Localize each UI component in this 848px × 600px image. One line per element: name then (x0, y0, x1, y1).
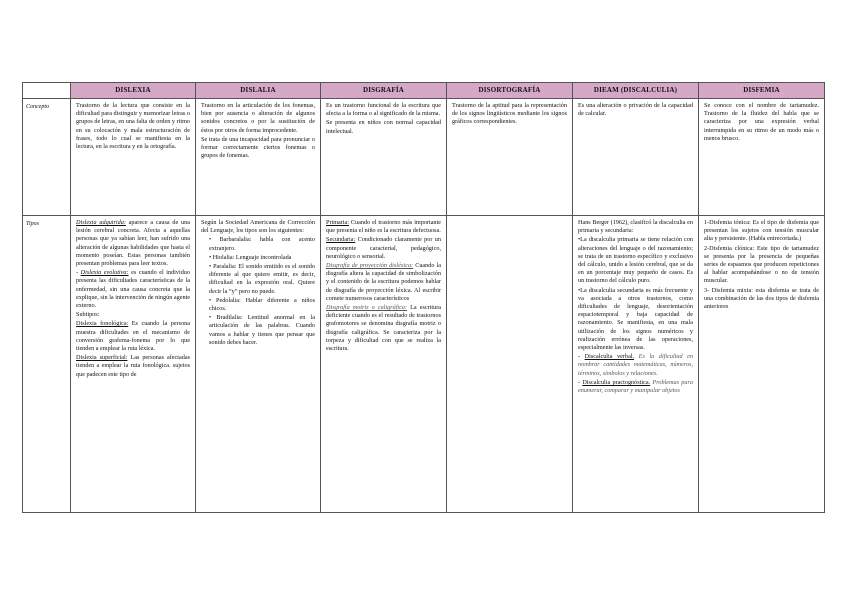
concepto-dislexia-text: Trastorno de la lectura que consiste en la dificultad para distinguir y memorizar letras o grupos de letras, en una falta de orden y ritmo en su colocación y mala estructuración de frases, todo lo cual se manifiesta en la lectura, en la escritura y en la ortografía. (76, 102, 190, 151)
dislexia-subtipos: Subtipos: (76, 311, 100, 319)
dieam-verbal-name: Discalculia verbal. (584, 353, 635, 361)
tipos-disgrafia (321, 216, 447, 513)
dislexia-evolutiva: - Dislexia evolutiva: es cuando el individuo presenta las dificultades características de la enfermedad, sin una causa concreta que la explique, sin la intervención de ningún agente externo. (76, 269, 190, 310)
dislalia-item-name: Barbaralalia: (219, 236, 252, 244)
tipos-dieam (573, 216, 699, 513)
concepto-dieam-text: Es una alteración o privación de la capacidad de calcular. (578, 102, 693, 118)
dislalia-item-text: El sonido emitido es el sonido diferente al que quiere emitir, es decir, dificultad en la expresión oral. Quiere decir la “y” pero no puede. (209, 263, 315, 295)
dislalia-item-text: Lentitud anormal en la articulación de las palabras. Cuando vamos a hablar y tienes que pensar que sonido debes hacer. (209, 314, 315, 346)
tipos-dislexia (71, 216, 196, 513)
concepto-disgrafia (321, 99, 447, 216)
header-disfemia: DISFEMIA (699, 83, 825, 99)
disgrafia-primaria-name: Primaria: (326, 219, 350, 226)
learning-disorders-table (22, 82, 825, 513)
concepto-dislalia-text-1: Trastorno en la articulación de los fonemas, bien por ausencia o alteración de algunos sonidos concretos o por la sustitución de éstos por otros de forma improcedente. (201, 102, 315, 134)
disgrafia-secundaria-text: Condicionado claramente por un componente caracterial, pedagógico, neurológico o sensorial. (326, 236, 441, 260)
header-row (23, 83, 825, 99)
tipos-disortografia (447, 216, 573, 513)
dislalia-item: • Hiolalia: Lenguaje incontrolada (209, 253, 292, 261)
dislexia-evolutiva-name: Dislexia evolutiva: (80, 269, 129, 277)
dislalia-item-text: habla con acento extranjero. (209, 236, 315, 252)
dislalia-item-name: Hiolalia: (212, 253, 235, 261)
tipos-row (23, 216, 825, 513)
dislexia-fonologica-name: Dislexia fonológica: (76, 320, 129, 328)
header-corner (23, 83, 71, 99)
dieam-verbal-text: Es la dificultad en nombrar cantidades matemáticas, números, términos, símbolos y relaciones. (578, 353, 694, 377)
dislalia-item: • Pedolalia: Hablar diferente a niños chicos. (209, 296, 315, 313)
dieam-verbal: - Discalculia verbal. Es la dificultad en nombrar cantidades matemáticas, números, términos, símbolos y relaciones. (578, 353, 694, 377)
dislexia-adquirida-name: Dislexia adquirida: (76, 219, 126, 226)
dislalia-item: • Barbaralalia: habla con acento extranjero. (209, 236, 315, 252)
dieam-practo: - Discalculia practognóstica. Problemas para enumerar, comparar y manipular objetos (578, 378, 693, 395)
dieam-secundaria: •La discalculia secundaria es más frecuente y va asociada a otros trastornos, como dificultades de lenguaje, desorientación espaciotemporal y baja capacidad de razonamiento. Se manifiesta, en una mala utilización de los signos numéricos y realización errónea de las operaciones, especialmente las inversas. (578, 286, 693, 352)
header-dislexia: DISLEXIA (71, 83, 196, 99)
dieam-practo-text: Problemas para enumerar, comparar y manipular objetos (578, 378, 693, 395)
dislexia-superficial (76, 354, 190, 379)
dislalia-intro: Según la Sociedad Americana de Corrección del Lenguaje, los tipos son los siguientes: (201, 219, 315, 235)
concepto-dislalia-text-2: Se trata de una incapacidad para pronunciar o formar correctamente ciertos fonemas o grupos de fonemas. (201, 135, 315, 160)
disgrafia-secundaria-name: Secundaria: (326, 236, 356, 244)
concepto-disgrafia-text-2: Se presenta en niños con normal capacidad intelectual. (326, 119, 441, 135)
dislalia-item-text: Hablar diferente a niños chicos. (209, 296, 315, 313)
dislalia-item: • Bradilalia: Lentitud anormal en la articulación de las palabras. Cuando vamos a hablar y tienes que pensar que sonido debes hacer. (209, 314, 315, 346)
concepto-disgrafia-text-1: Es un trastorno funcional de la escritura que afecta a la forma o al significado de la misma. (326, 102, 441, 118)
disfemia-item-clonica: 2-Disfemia clónica: Este tipo de tartamudez se presenta por la presencia de pequeñas series de espasmos que producen repeticiones al hablar acompañándose o no de tensión muscular. (704, 244, 819, 285)
disgrafia-secundaria (326, 236, 441, 261)
concepto-disortografia-text: Trastorno de la aptitud para la representación de los signos lingüísticos mediante los signos gráficos correspondientes. (452, 102, 567, 126)
disgrafia-proyeccion-text: Cuando la disgrafía altera la capacidad de simbolización y el contenido de la escritura podemos hablar de disgrafía de proyección léxica. Al escribir comete numerosos característicos (326, 262, 442, 302)
header-dislalia: DISLALIA (196, 83, 321, 99)
disgrafia-proyeccion-name: Disgrafía de proyección disléxica: (326, 262, 414, 270)
disfemia-item-tonica: 1-Disfemia tónica: Es el tipo de disfemia que presentan los sujetos con tensión muscular alta y persistente. (Habla entrecortada.) (704, 219, 819, 243)
concepto-row (23, 99, 825, 216)
dieam-practo-name: Discalculia practognóstica. (582, 378, 651, 386)
disgrafia-motriz-name: Disgrafía motriz o caligráfica: (326, 304, 408, 312)
dieam-primaria: •La discalculia primaria se tiene relación con alteraciones del lenguaje o del razonamiento; se trata de un trastorno específico y exclusivo del cálculo, unido a lesión cerebral, que se da en un porcentaje muy pequeño de casos. Es un trastorno del cálculo puro. (578, 236, 693, 285)
dislexia-fonologica (76, 320, 190, 353)
disgrafia-motriz-text: La escritura deficiente cuando es el resultado de trastornos grafomotores se denomina disgrafía motriz o disgrafía caligráfica. Se caracteriza por la torpeza y dificultad con que se realiza la escritura. (326, 304, 441, 353)
dislalia-item: • Paralalia: El sonido emitido es el sonido diferente al que quiere emitir, es decir, dificultad en la expresión oral. Quiere decir la “y” pero no puede. (209, 263, 315, 295)
dislexia-fonologica-text: Es cuando la persona muestra dificultades en el mecanismo de conversión grafema-fonema por lo que tienden a emplear la ruta léxica. (76, 320, 190, 353)
concepto-dislexia (71, 99, 196, 216)
concepto-disfemia (699, 99, 825, 216)
tipos-disfemia (699, 216, 825, 513)
dislalia-item-name: Paralalia: (213, 263, 237, 271)
concepto-disfemia-text: Se conoce con el nombre de tartamudez. Trastorno de la fluidez del habla que se caracteriza por una expresión verbal interrumpida en su ritmo de un modo más o menos brusco. (704, 102, 819, 142)
row-label-tipos: Tipos (23, 216, 71, 513)
concepto-dieam (573, 99, 699, 216)
dislexia-adquirida (76, 219, 190, 268)
disgrafia-primaria (326, 219, 441, 235)
dislalia-item-name: Pedolalia: (216, 296, 241, 304)
disgrafia-proyeccion (326, 262, 441, 303)
dislexia-adquirida-text: aparece a causa de una lesión cerebral concreta. Afecta a aquellas personas que ya sabían leer, han sufrido una alteración de algunas habilidades que hasta el momento poseían. Estas personas también presentan problemas para leer textos. (76, 219, 190, 268)
dislexia-superficial-name: Dislexia superficial: (76, 354, 128, 362)
header-dieam: DIEAM (DISCALCULIA) (573, 83, 699, 99)
comparison-sheet (22, 82, 824, 528)
disgrafia-motriz (326, 304, 441, 353)
concepto-disortografia (447, 99, 573, 216)
dieam-intro: Hans Berger (1962), clasificó la discalculia en primaria y secundaria: (578, 219, 693, 235)
disfemia-item-mixta: 3- Disfemia mixta: esta disfemia se trata de una combinación de las dos tipos de disfemia anteriores (704, 286, 819, 311)
header-disgrafia: DISGRAFÍA (321, 83, 447, 99)
header-disortografia: DISORTOGRAFÍA (447, 83, 573, 99)
dislalia-item-text: Lenguaje incontrolada (234, 253, 292, 261)
dislexia-evolutiva-text: es cuando el individuo presenta las dificultades características de la enfermedad, sin una causa concreta que la explique, sin la intervención de ningún agente externo. (76, 269, 190, 310)
concepto-dislalia (196, 99, 321, 216)
disgrafia-primaria-text: Cuando el trastorno más importante que presenta el niño es la escritura defectuosa. (326, 219, 441, 235)
dislalia-item-name: Bradilalia: (216, 314, 243, 322)
dislexia-superficial-text: Las personas afectadas tienden a emplear la ruta fonológica. sujetos que padecen este tipo de (76, 354, 190, 378)
row-label-concepto: Concepto (23, 99, 71, 216)
tipos-dislalia (196, 216, 321, 513)
